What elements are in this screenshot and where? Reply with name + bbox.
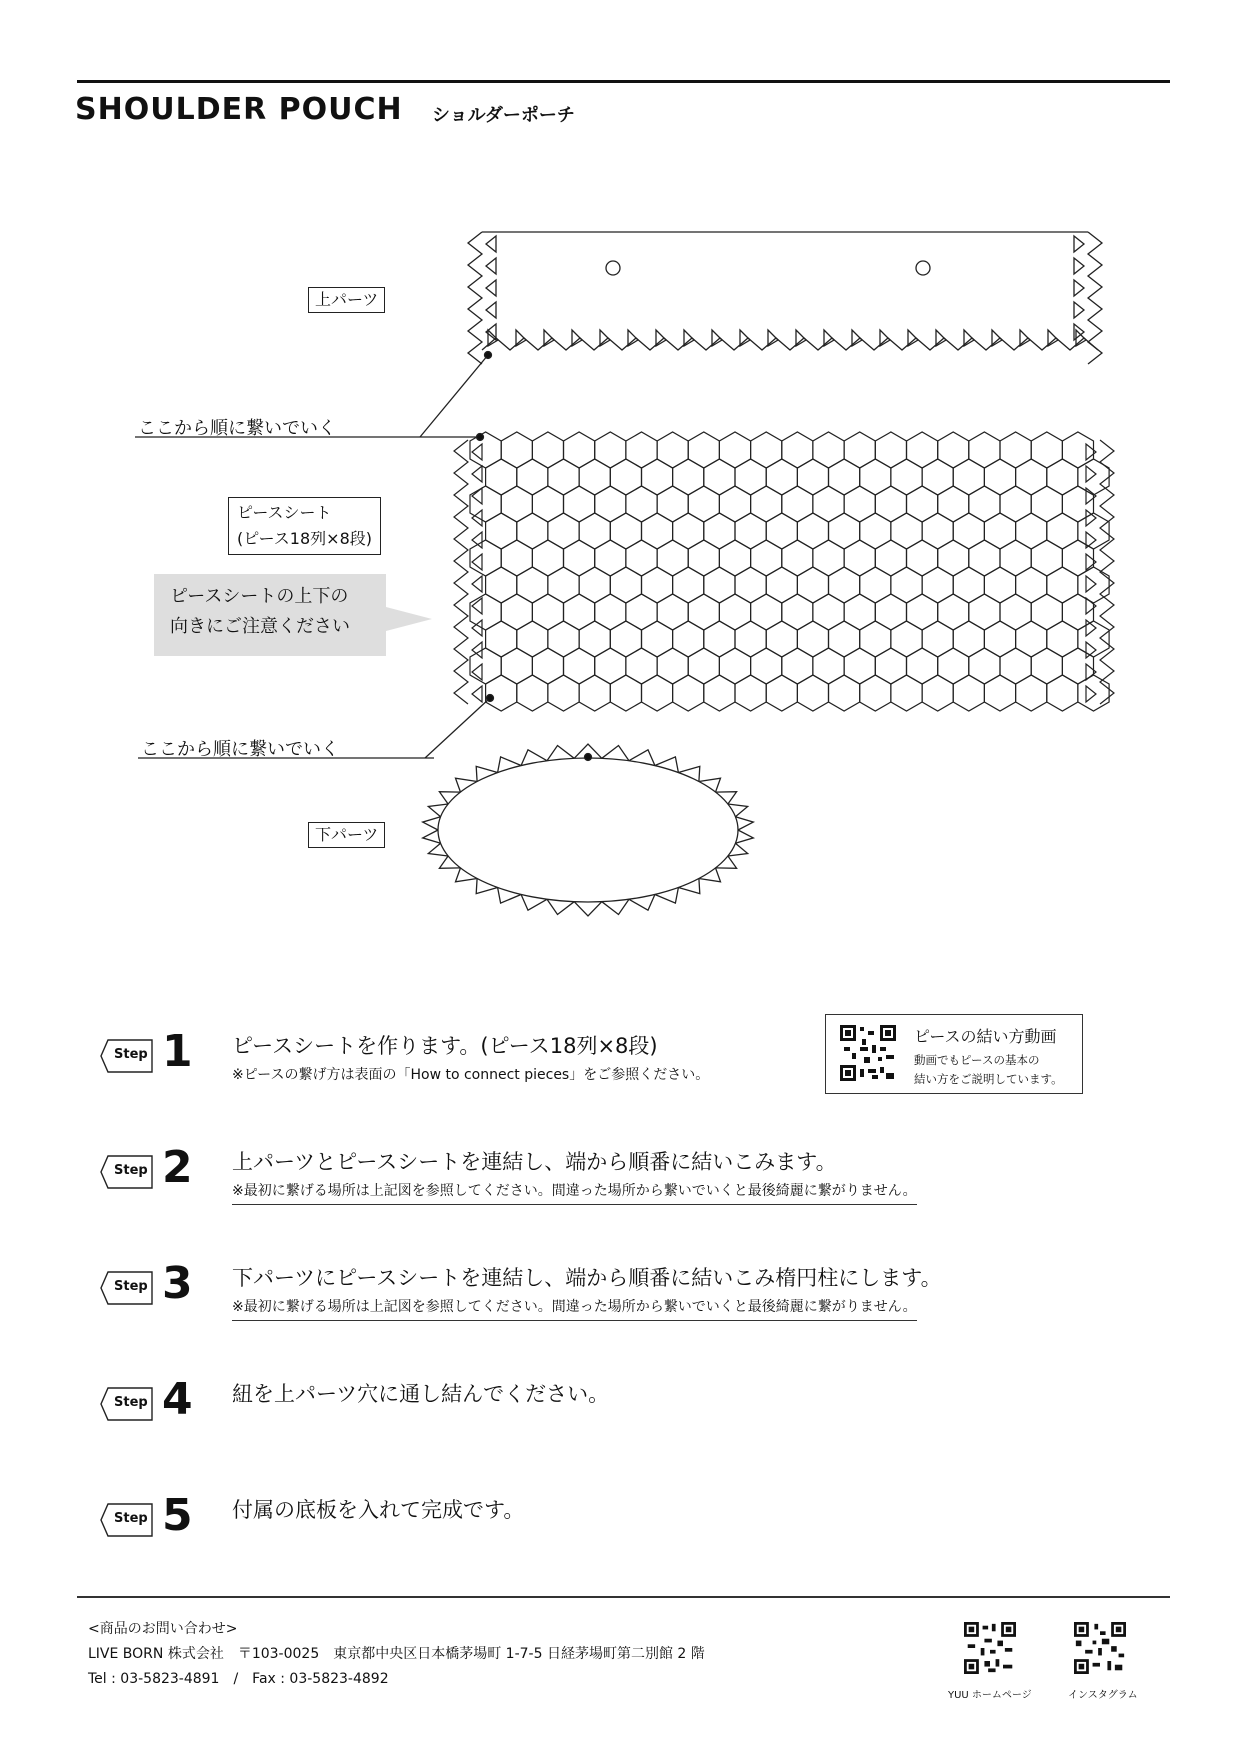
page-title: SHOULDER POUCH: [75, 92, 403, 127]
video-box-desc-line1: 動画でもピースの基本の: [914, 1053, 1040, 1067]
instagram-qr-icon[interactable]: [1074, 1622, 1126, 1674]
homepage-qr-caption: YUU ホームページ: [948, 1690, 1032, 1701]
homepage-qr-icon[interactable]: [964, 1622, 1016, 1674]
step-badge-icon: [100, 1386, 156, 1422]
piece-sheet-label: [228, 497, 381, 555]
step-badge-text: Step: [114, 1279, 148, 1294]
step-number: 5: [162, 1490, 193, 1541]
step-main-text: 紐を上パーツ穴に通し結んでください。: [232, 1382, 610, 1406]
bottom-part-label: 下パーツ: [308, 822, 385, 848]
piece-sheet-label-line2: (ピース18列×8段): [237, 529, 372, 548]
video-qr-box: [825, 1014, 1083, 1094]
lead-text-bottom: ここから順に繋いでいく: [141, 739, 339, 760]
step-main-text: ピースシートを作ります。(ピース18列×8段): [232, 1034, 658, 1058]
top-part-label: 上パーツ: [308, 287, 385, 313]
step-number: 3: [162, 1258, 193, 1309]
step-badge-text: Step: [114, 1163, 148, 1178]
instagram-qr-caption: インスタグラム: [1068, 1690, 1138, 1701]
piece-sheet-label-line1: ピースシート: [237, 503, 332, 522]
note-line1: ピースシートの上下の: [170, 586, 349, 607]
step-badge-text: Step: [114, 1047, 148, 1062]
bottom-part-drawing: [423, 744, 754, 916]
step-sub-text: ※最初に繋げる場所は上記図を参照してください。間違った場所から繋いでいくと最後綺麗に繋がりません。: [232, 1296, 917, 1321]
step-number: 2: [162, 1142, 193, 1193]
step-number: 4: [162, 1374, 193, 1425]
step-badge-icon: [100, 1270, 156, 1306]
video-box-desc-line2: 結い方をご説明しています。: [914, 1072, 1063, 1086]
video-box-desc: [914, 1051, 1063, 1089]
orientation-note: [154, 574, 386, 656]
step-main-text: 下パーツにピースシートを連結し、端から順番に結いこみ楕円柱にします。: [232, 1266, 942, 1290]
footer-contact: [88, 1617, 705, 1692]
step-main-text: 上パーツとピースシートを連結し、端から順番に結いこみます。: [232, 1150, 837, 1174]
step-3: [100, 1258, 1100, 1332]
piece-sheet-drawing: [454, 432, 1114, 711]
step-badge-icon: [100, 1154, 156, 1190]
footer-inquiry: <商品のお問い合わせ>: [88, 1621, 238, 1637]
footer-phone-fax: Tel : 03-5823-4891 / Fax : 03-5823-4892: [88, 1671, 389, 1687]
step-sub-text: ※ピースの繋げ方は表面の「How to connect pieces」をご参照ください。: [232, 1067, 710, 1083]
step-number: 1: [162, 1026, 193, 1077]
note-pointer: [386, 607, 432, 631]
step-badge-icon: [100, 1502, 156, 1538]
step-sub-text: ※最初に繋げる場所は上記図を参照してください。間違った場所から繋いでいくと最後綺麗に繋がりません。: [232, 1180, 917, 1205]
step-4: [100, 1374, 1100, 1448]
step-badge-text: Step: [114, 1511, 148, 1526]
step-badge-icon: [100, 1038, 156, 1074]
qr-code-icon[interactable]: [840, 1025, 896, 1081]
page-subtitle: ショルダーポーチ: [432, 105, 575, 126]
footer-rule: [77, 1596, 1170, 1598]
footer-company: LIVE BORN 株式会社 〒103-0025 東京都中央区日本橋茅場町 1-7-5 日経茅場町第二別館 2 階: [88, 1646, 705, 1662]
step-2: [100, 1142, 1100, 1216]
step-badge-text: Step: [114, 1395, 148, 1410]
note-line2: 向きにご注意ください: [170, 616, 350, 637]
lead-text-top: ここから順に繋いでいく: [138, 418, 336, 439]
step-5: [100, 1490, 1100, 1564]
top-part-drawing: [468, 232, 1102, 364]
leader-lines: [135, 352, 592, 761]
step-main-text: 付属の底板を入れて完成です。: [232, 1498, 525, 1522]
video-box-title: ピースの結い方動画: [914, 1027, 1057, 1046]
